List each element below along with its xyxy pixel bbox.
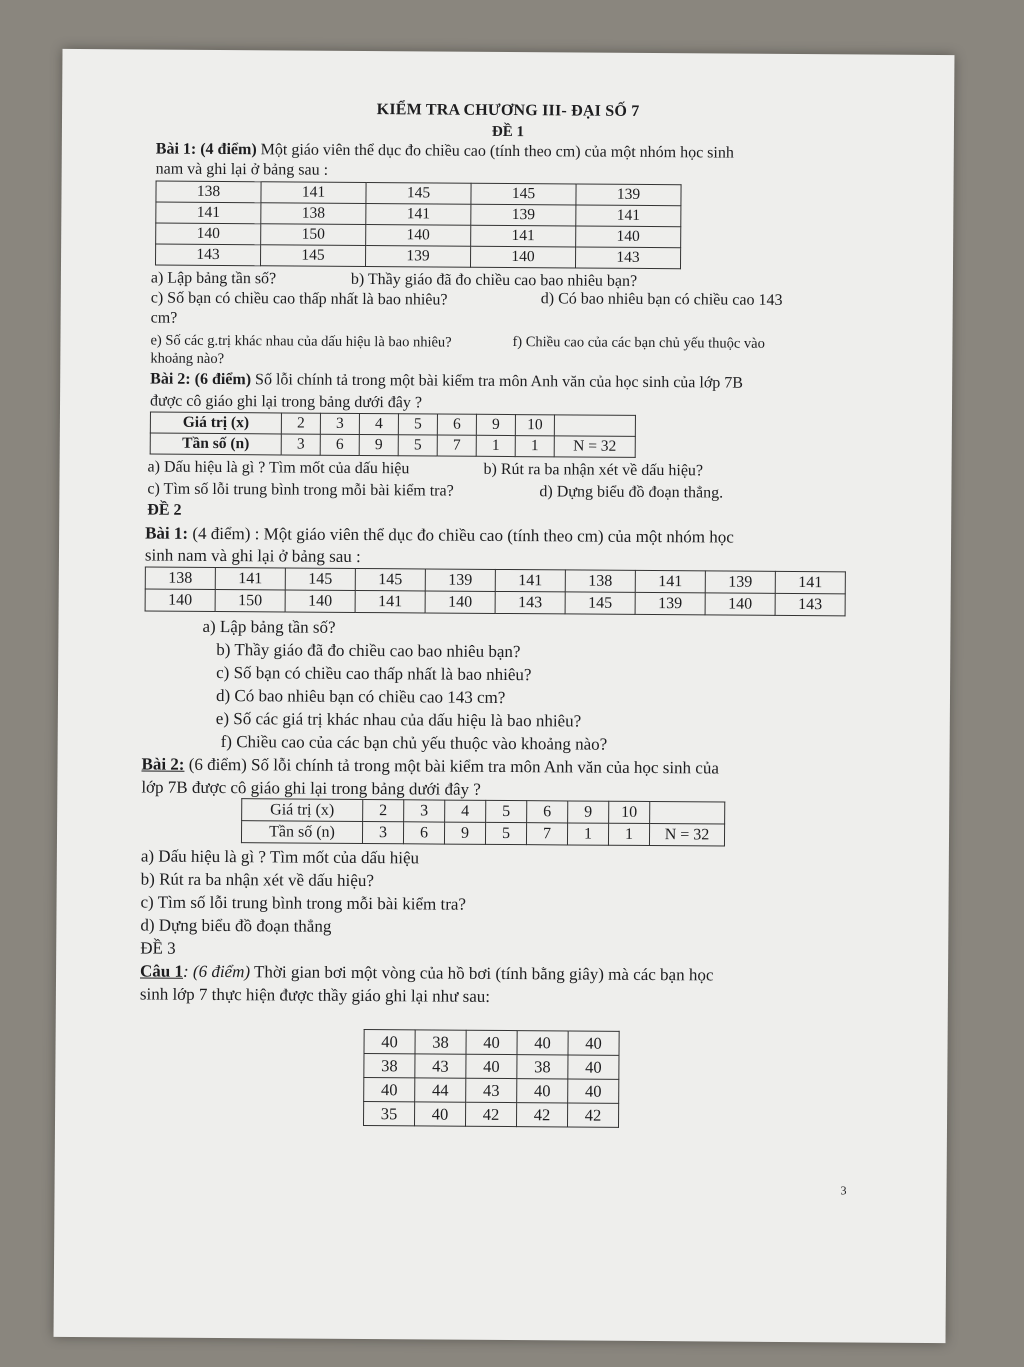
table-cell: 40 xyxy=(466,1030,517,1054)
value-cell: 6 xyxy=(437,414,476,435)
de2-bai1-qf: f) Chiều cao của các bạn chủ yếu thuộc vào khoảng nào? xyxy=(220,732,608,754)
table-cell: 141 xyxy=(635,570,705,592)
de2-bai1-intro xyxy=(145,523,734,547)
table-cell: 140 xyxy=(425,591,495,613)
value-cell: 10 xyxy=(609,801,650,823)
de1-bai1-text2: nam và ghi lại ở bảng sau : xyxy=(155,160,329,179)
table-cell: 140 xyxy=(285,590,355,612)
table-cell: 143 xyxy=(575,247,680,269)
frequency-cell: 5 xyxy=(398,435,437,456)
table-cell: 143 xyxy=(495,591,565,613)
de2-bai1-text1: (4 điểm) : Một giáo viên thể dục đo chiều cao (tính theo cm) của một nhóm học xyxy=(192,523,734,547)
de1-bai1-qa: a) Lập bảng tần số? xyxy=(150,269,277,288)
table-cell: 141 xyxy=(215,567,285,589)
table-cell: 40 xyxy=(568,1031,619,1055)
table-row xyxy=(145,589,845,616)
de2-bai1-table xyxy=(145,566,846,616)
frequency-cell: 7 xyxy=(437,435,476,456)
table-cell: 150 xyxy=(261,224,366,246)
value-cell: 2 xyxy=(363,800,404,822)
table-cell: 141 xyxy=(471,225,576,247)
total-cell: N = 32 xyxy=(649,824,724,847)
table-cell: 42 xyxy=(465,1102,516,1126)
de2-bai1-qe: e) Số các giá trị khác nhau của dấu hiệu là bao nhiêu? xyxy=(215,708,582,731)
value-cell: 2 xyxy=(281,413,320,434)
frequency-label: Tần số (n) xyxy=(241,821,362,844)
table-cell: 138 xyxy=(565,570,635,592)
de1-bai1-table xyxy=(155,181,682,270)
frequency-cell: 9 xyxy=(359,434,398,455)
table-cell: 38 xyxy=(364,1054,415,1078)
table-cell: 40 xyxy=(466,1054,517,1078)
de2-bai1-qa: a) Lập bảng tần số? xyxy=(202,616,336,637)
value-cell: 9 xyxy=(568,801,609,823)
exam-paper xyxy=(54,49,955,1343)
de2-bai2-qd: d) Dựng biểu đồ đoạn thẳng xyxy=(140,915,332,936)
frequency-cell: 3 xyxy=(362,822,403,844)
table-cell: 40 xyxy=(517,1079,568,1103)
value-label: Giá trị (x) xyxy=(242,799,363,822)
table-cell: 44 xyxy=(415,1078,466,1102)
table-cell: 139 xyxy=(471,204,576,226)
de1-bai1-qd: d) Có bao nhiêu bạn có chiều cao 143 xyxy=(540,290,783,309)
table-cell: 145 xyxy=(285,568,355,590)
frequency-cell: 1 xyxy=(515,436,554,457)
table-cell: 141 xyxy=(576,205,681,227)
value-cell: 4 xyxy=(359,413,398,434)
frequency-cell: 1 xyxy=(476,435,515,456)
de1-bai1-qd2: cm? xyxy=(150,309,178,327)
de2-bai2-intro xyxy=(141,754,719,778)
de1-bai1-text1: Một giáo viên thể dục đo chiều cao (tính theo cm) của một nhóm học sinh xyxy=(260,141,734,162)
table-cell: 40 xyxy=(364,1078,415,1102)
de1-heading: ĐỀ 1 xyxy=(491,123,525,141)
value-cell: 3 xyxy=(320,413,359,434)
frequency-cell: 1 xyxy=(567,823,608,845)
de3-cau1-text2: sinh lớp 7 thực hiện được thầy giáo ghi lại như sau: xyxy=(139,984,491,1006)
table-cell: 141 xyxy=(156,202,261,224)
table-cell: 140 xyxy=(366,225,471,247)
total-cell: N = 32 xyxy=(554,436,635,458)
table-cell: 143 xyxy=(775,593,845,615)
frequency-cell: 6 xyxy=(320,434,359,455)
de3-cau1-points: : (6 điểm) xyxy=(182,961,251,982)
de2-bai1-qc: c) Số bạn có chiều cao thấp nhất là bao nhiêu? xyxy=(216,662,532,685)
de1-bai2-qb: b) Rút ra ba nhận xét về dấu hiệu? xyxy=(483,460,704,480)
frequency-cell: 3 xyxy=(281,434,320,455)
de3-cau1-table xyxy=(363,1029,620,1128)
de2-bai1-qd: d) Có bao nhiêu bạn có chiều cao 143 cm? xyxy=(215,685,506,708)
frequency-cell: 1 xyxy=(608,823,649,845)
de1-bai1-label: Bài 1: (4 điểm) xyxy=(155,140,257,159)
table-cell: 42 xyxy=(567,1103,618,1127)
table-cell: 139 xyxy=(425,569,495,591)
table-cell: 141 xyxy=(355,590,425,612)
table-cell: 141 xyxy=(366,204,471,226)
table-cell: 43 xyxy=(466,1078,517,1102)
table-cell: 43 xyxy=(415,1054,466,1078)
table-cell: 140 xyxy=(470,246,575,268)
table-cell: 145 xyxy=(471,183,576,205)
table-cell: 138 xyxy=(145,567,215,589)
de1-bai1-qf: f) Chiều cao của các bạn chủ yếu thuộc vào xyxy=(512,334,765,352)
table-row xyxy=(364,1078,619,1104)
de2-bai2-qc: c) Tìm số lỗi trung bình trong mỗi bài kiểm tra? xyxy=(140,892,467,914)
page-title: KIỂM TRA CHƯƠNG III- ĐẠI SỐ 7 xyxy=(376,101,640,120)
value-label: Giá trị (x) xyxy=(150,412,281,434)
de2-bai2-text1: (6 điểm) Số lỗi chính tả trong một bài kiểm tra môn Anh văn của học sinh của xyxy=(188,754,720,778)
frequency-cell: 7 xyxy=(526,823,567,845)
de2-bai1-label: Bài 1: xyxy=(145,523,189,543)
table-cell: 141 xyxy=(261,182,366,204)
table-cell: 40 xyxy=(517,1031,568,1055)
table-cell: 140 xyxy=(156,223,261,245)
table-cell: 35 xyxy=(363,1102,414,1126)
de2-bai2-table xyxy=(241,798,725,846)
de2-bai2-label: Bài 2: xyxy=(141,754,185,774)
table-cell: 139 xyxy=(705,571,775,593)
de3-heading: ĐỀ 3 xyxy=(140,938,176,958)
table-cell: 145 xyxy=(260,245,365,267)
table-cell: 40 xyxy=(364,1030,415,1054)
table-cell: 38 xyxy=(517,1055,568,1079)
de3-cau1-label: Câu 1 xyxy=(140,961,184,981)
value-cell: 5 xyxy=(398,414,437,435)
table-cell: 138 xyxy=(156,181,261,203)
value-cell: 4 xyxy=(445,800,486,822)
de1-bai1-qb: b) Thầy giáo đã đo chiều cao bao nhiêu bạn? xyxy=(350,270,638,290)
de2-bai1-text2: sinh nam và ghi lại ở bảng sau : xyxy=(144,545,361,566)
value-cell: 3 xyxy=(404,800,445,822)
table-cell: 140 xyxy=(705,593,775,615)
de1-bai1-qe: e) Số các g.trị khác nhau của dấu hiệu là bao nhiêu? xyxy=(150,332,452,351)
table-row xyxy=(364,1030,619,1056)
table-cell: 141 xyxy=(495,569,565,591)
empty-cell xyxy=(554,415,635,437)
table-cell: 145 xyxy=(565,592,635,614)
table-cell: 139 xyxy=(635,592,705,614)
de1-bai2-table xyxy=(150,412,636,458)
frequency-cell: 5 xyxy=(485,822,526,844)
frequency-cell: 9 xyxy=(444,822,485,844)
table-row xyxy=(364,1054,619,1080)
de1-bai2-label: Bài 2: (6 điểm) xyxy=(150,370,252,389)
value-cell: 6 xyxy=(527,801,568,823)
value-cell: 5 xyxy=(486,800,527,822)
table-cell: 40 xyxy=(568,1079,619,1103)
de1-bai1-qf2: khoảng nào? xyxy=(150,350,225,368)
table-cell: 150 xyxy=(215,589,285,611)
de1-bai2-qa: a) Dấu hiệu là gì ? Tìm mốt của dấu hiệu xyxy=(147,458,410,478)
empty-cell xyxy=(650,802,725,825)
de1-bai2-intro xyxy=(150,370,743,394)
table-cell: 143 xyxy=(156,244,261,266)
de2-heading: ĐỀ 2 xyxy=(147,501,182,519)
table-row xyxy=(156,244,681,269)
table-cell: 140 xyxy=(145,589,215,611)
de2-bai2-text2: lớp 7B được cô giáo ghi lại trong bảng dưới đây ? xyxy=(141,777,481,799)
page-number: 3 xyxy=(840,1183,847,1198)
table-cell: 141 xyxy=(775,571,845,593)
frequency-label: Tần số (n) xyxy=(150,433,281,455)
table-cell: 38 xyxy=(415,1030,466,1054)
table-row xyxy=(363,1102,618,1128)
de2-bai2-qa: a) Dấu hiệu là gì ? Tìm mốt của dấu hiệu xyxy=(140,846,420,868)
value-cell: 10 xyxy=(515,415,554,436)
table-cell: 138 xyxy=(261,203,366,225)
table-cell: 42 xyxy=(516,1103,567,1127)
table-cell: 145 xyxy=(355,568,425,590)
frequency-cell: 6 xyxy=(403,822,444,844)
de1-bai2-text2: được cô giáo ghi lại trong bảng dưới đây ? xyxy=(149,392,423,412)
table-cell: 145 xyxy=(366,183,471,205)
de2-bai1-qb: b) Thầy giáo đã đo chiều cao bao nhiêu bạn? xyxy=(216,639,521,662)
de2-bai2-qb: b) Rút ra ba nhận xét về dấu hiệu? xyxy=(140,869,374,891)
de1-bai2-qd: d) Dựng biểu đồ đoạn thẳng. xyxy=(539,483,724,502)
value-cell: 9 xyxy=(476,414,515,435)
table-cell: 40 xyxy=(568,1055,619,1079)
de1-bai2-qc: c) Tìm số lỗi trung bình trong mỗi bài kiểm tra? xyxy=(147,480,454,500)
table-cell: 140 xyxy=(576,226,681,248)
de1-bai2-text1: Số lỗi chính tả trong một bài kiểm tra môn Anh văn của học sinh của lớp 7B xyxy=(255,371,744,392)
de3-cau1-text1: Thời gian bơi một vòng của hồ bơi (tính bằng giây) mà các bạn học xyxy=(253,962,714,985)
table-cell: 139 xyxy=(576,184,681,206)
table-cell: 40 xyxy=(414,1102,465,1126)
de3-cau1-intro xyxy=(140,961,714,985)
table-cell: 139 xyxy=(365,246,470,268)
de1-bai1-qc: c) Số bạn có chiều cao thấp nhất là bao nhiêu? xyxy=(150,289,448,309)
